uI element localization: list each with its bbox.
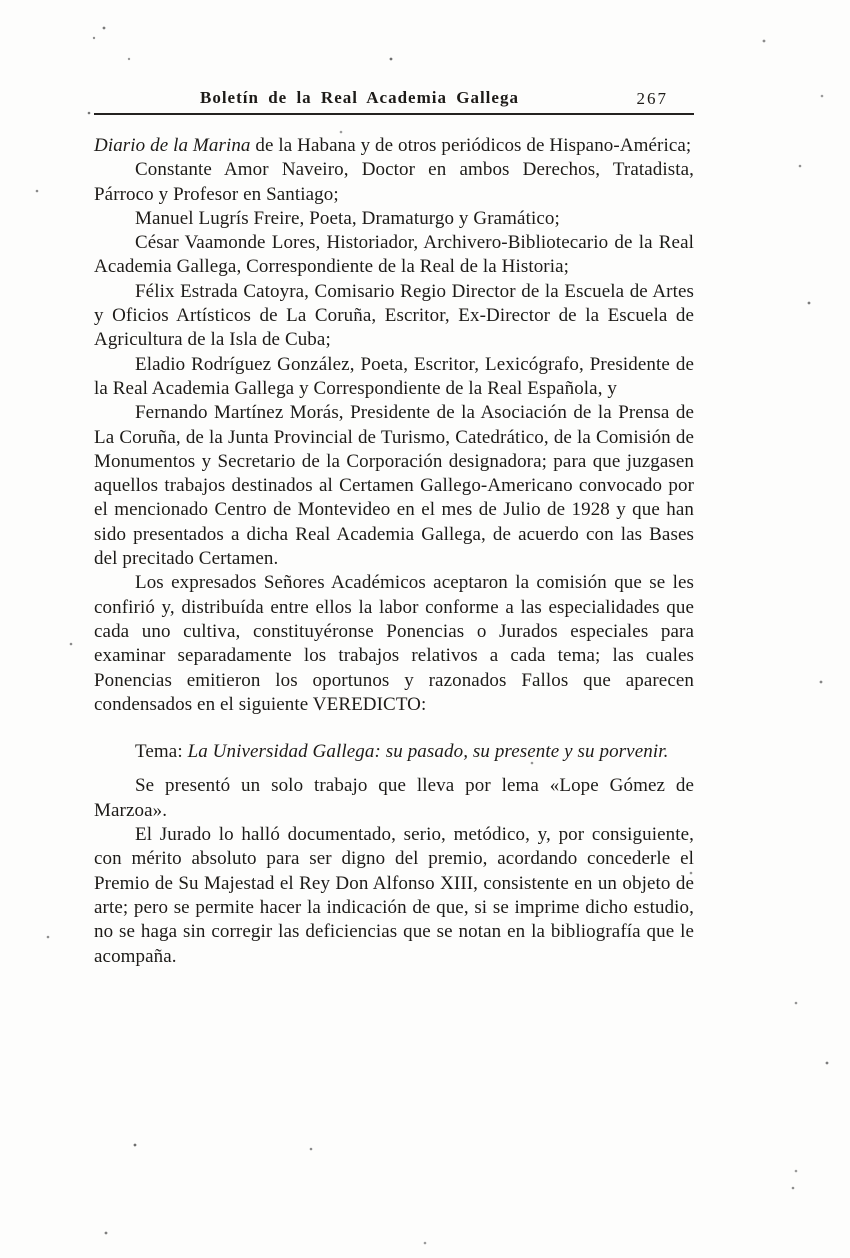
paragraph — [94, 158, 694, 207]
paragraph — [94, 401, 694, 571]
text-run: Manuel Lugrís Freire, Poeta, Dramaturgo y Gramático; — [135, 207, 560, 229]
journal-title: Boletín de la Real Academia Gallega — [200, 88, 519, 107]
italic-text-run: Diario de la Marina — [94, 135, 251, 156]
body-text — [94, 134, 694, 969]
paragraph — [94, 774, 694, 823]
page-number: 267 — [636, 89, 668, 108]
paragraph — [94, 134, 694, 158]
paragraph — [94, 823, 694, 969]
paragraph — [94, 280, 694, 353]
text-run: Fernando Martínez Morás, Presidente de la Asociación de la Prensa de La Coruña, de la Junta Provincial de Turismo, Catedrático, de la Comisión de Monumentos y Secretario de la Corporación designadora; para que juzgasen aquellos trabajos destinados al Certamen Gallego-Americano convocado por el mencionado Centro de Montevideo en el mes de Julio de 1928 y que han sido presentados a dicha Real Academia Gallega, de acuerdo con las Bases del precitado Certamen. — [94, 402, 694, 570]
paragraph — [94, 571, 694, 717]
text-block — [94, 86, 694, 969]
paragraph — [94, 740, 694, 764]
text-run: César Vaamonde Lores, Historiador, Archivero-Bibliotecario de la Real Academia Gallega, Correspondiente de la Real de la Historia; — [94, 232, 694, 278]
paragraph — [94, 231, 694, 280]
paragraph — [94, 207, 694, 231]
header-rule — [94, 113, 694, 115]
text-run: Constante Amor Naveiro, Doctor en ambos Derechos, Tratadista, Párroco y Profesor en Santiago; — [94, 159, 694, 205]
text-run: Tema: — [135, 741, 188, 763]
running-header — [94, 86, 694, 113]
paragraph — [94, 353, 694, 402]
text-run: Eladio Rodríguez González, Poeta, Escritor, Lexicógrafo, Presidente de la Real Academia Gallega y Correspondiente de la Real Española, y — [94, 353, 694, 399]
text-run: de la Habana y de otros periódicos de Hispano-América; — [250, 135, 692, 156]
scan-speckles — [0, 0, 2, 2]
text-run: Los expresados Señores Académicos aceptaron la comisión que se les confirió y, distribuída entre ellos la labor conforme a las especialidades que cada uno cultiva, constituyéronse Ponencias o Jurados especiales para examinar separadamente los trabajos relativos a cada tema; las cuales Ponencias emitieron los oportunos y razonados Fallos que aparecen condensados en el siguiente VEREDICTO: — [94, 572, 694, 715]
italic-text-run: La Universidad Gallega: su pasado, su presente y su porvenir. — [187, 741, 669, 763]
text-run: Félix Estrada Catoyra, Comisario Regio Director de la Escuela de Artes y Oficios Artísticos de La Coruña, Escritor, Ex-Director de la Escuela de Agricultura de la Isla de Cuba; — [94, 280, 694, 351]
text-run: El Jurado lo halló documentado, serio, metódico, y, por consiguiente, con mérito absoluto para ser digno del premio, acordando concederle el Premio de Su Majestad el Rey Don Alfonso XIII, consistente en un objeto de arte; pero se permite hacer la indicación de que, si se imprime dicho estudio, no se haga sin corregir las deficiencias que se notan en la bibliografía que le acompaña. — [94, 824, 694, 967]
text-run: Se presentó un solo trabajo que lleva por lema «Lope Gómez de Marzoa». — [94, 775, 694, 821]
